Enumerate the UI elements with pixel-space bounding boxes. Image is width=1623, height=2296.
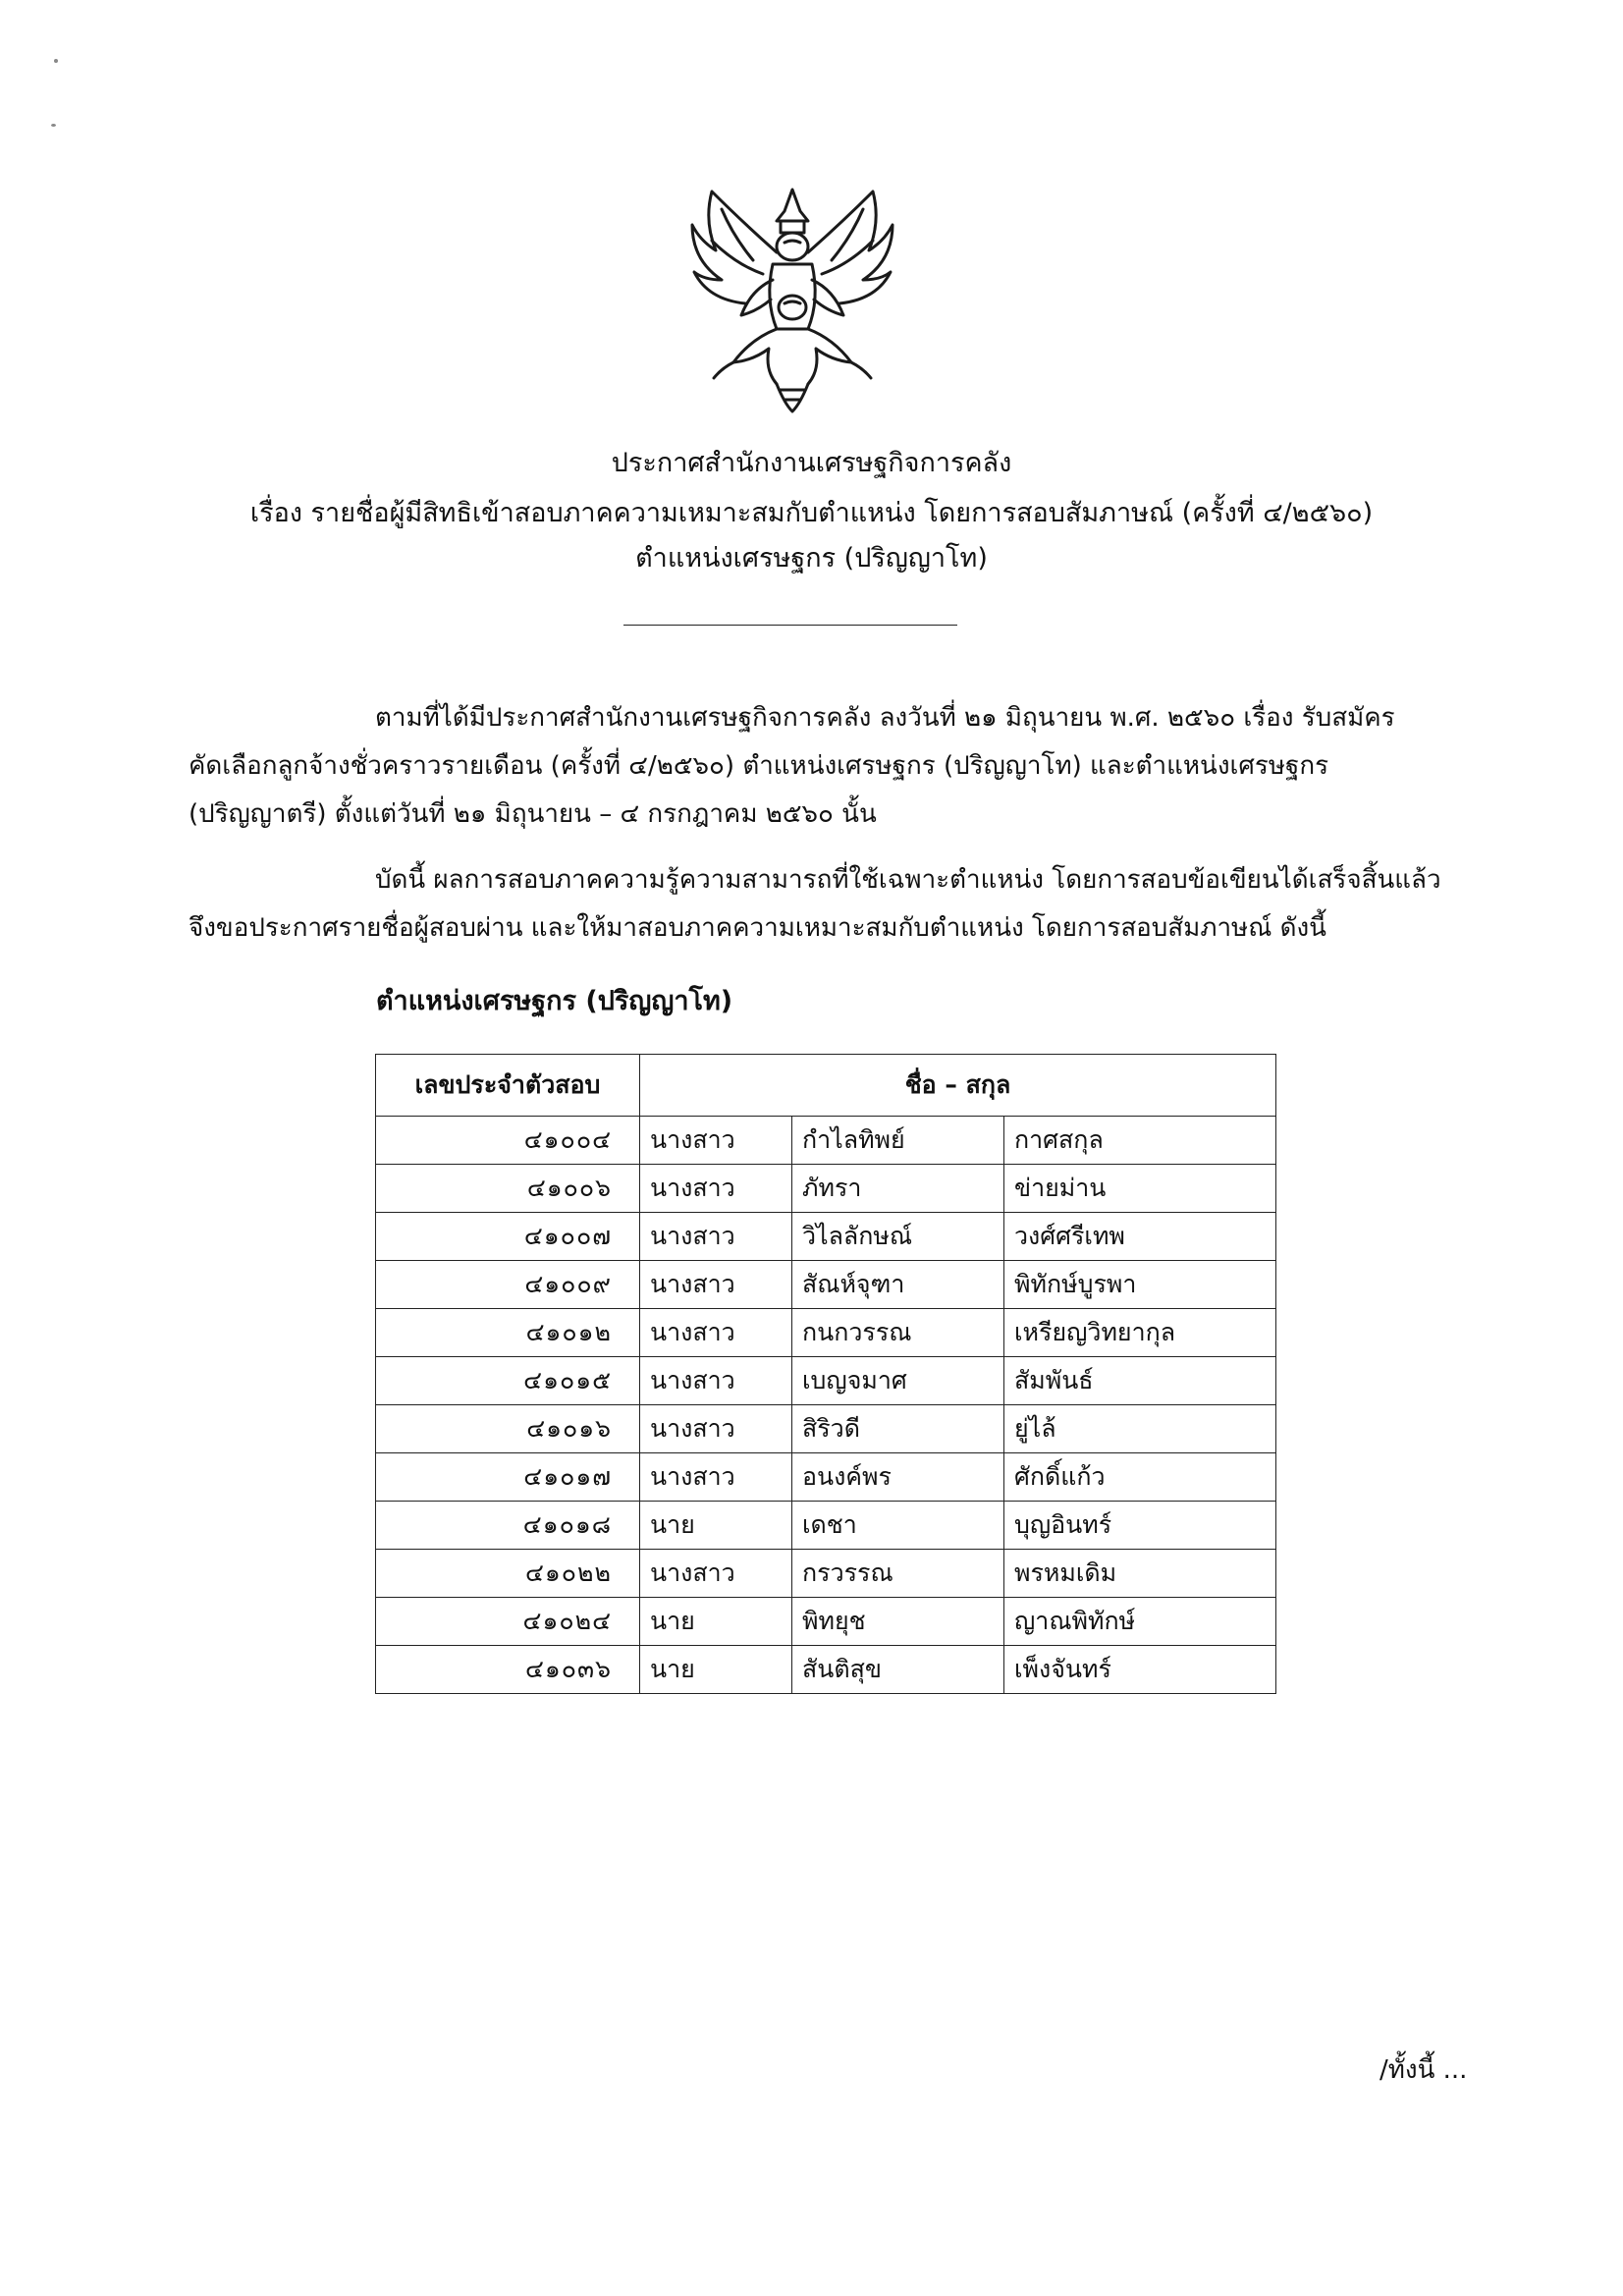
title-cell: นางสาว [640, 1309, 792, 1357]
exam-id-cell: ๔๑๐๒๒ [376, 1550, 640, 1598]
title-cell: นางสาว [640, 1550, 792, 1598]
last-name-cell: ศักดิ์แก้ว [1004, 1453, 1276, 1502]
exam-id-cell: ๔๑๐๑๖ [376, 1405, 640, 1453]
first-name-cell: กำไลทิพย์ [792, 1117, 1004, 1165]
title-cell: นางสาว [640, 1357, 792, 1405]
last-name-cell: เหรียญวิทยากุล [1004, 1309, 1276, 1357]
last-name-cell: พรหมเดิม [1004, 1550, 1276, 1598]
last-name-cell: ข่ายม่าน [1004, 1165, 1276, 1213]
table-row [376, 1165, 1276, 1213]
section-title: ตำแหน่งเศรษฐกร (ปริญญาโท) [376, 986, 733, 1016]
garuda-emblem-icon [682, 182, 903, 417]
announcement-subject: เรื่อง รายชื่อผู้มีสิทธิเข้าสอบภาคความเหมาะสมกับตำแหน่ง โดยการสอบสัมภาษณ์ (ครั้งที่ ๔/๒๕๖๐) [249, 498, 1374, 528]
first-name-cell: กรวรรณ [792, 1550, 1004, 1598]
table-row [376, 1117, 1276, 1165]
continuation-note: /ทั้งนี้ ... [1380, 2055, 1468, 2085]
table-row [376, 1598, 1276, 1646]
title-cell: นาย [640, 1646, 792, 1694]
last-name-cell: พิทักษ์บูรพา [1004, 1261, 1276, 1309]
table-row [376, 1357, 1276, 1405]
paragraph-reference [189, 694, 1435, 839]
first-name-cell: กนกวรรณ [792, 1309, 1004, 1357]
paragraph-line: ตามที่ได้มีประกาศสำนักงานเศรษฐกิจการคลัง ลงวันที่ ๒๑ มิถุนายน พ.ศ. ๒๕๖๐ เรื่อง รับสมัคร [375, 703, 1395, 733]
column-header-id: เลขประจำตัวสอบ [376, 1055, 640, 1117]
title-cell: นางสาว [640, 1405, 792, 1453]
exam-id-cell: ๔๑๐๒๔ [376, 1598, 640, 1646]
table-row [376, 1646, 1276, 1694]
exam-id-cell: ๔๑๐๐๗ [376, 1213, 640, 1261]
exam-id-cell: ๔๑๐๑๕ [376, 1357, 640, 1405]
exam-id-cell: ๔๑๐๐๖ [376, 1165, 640, 1213]
table-row [376, 1502, 1276, 1550]
title-cell: นางสาว [640, 1165, 792, 1213]
paragraph-line: คัดเลือกลูกจ้างชั่วคราวรายเดือน (ครั้งที่ ๔/๒๕๖๐) ตำแหน่งเศรษฐกร (ปริญญาโท) และตำแหน่งเศรษฐกร [189, 751, 1329, 781]
first-name-cell: สิริวดี [792, 1405, 1004, 1453]
last-name-cell: ยู่ไล้ [1004, 1405, 1276, 1453]
paragraph-line: จึงขอประกาศรายชื่อผู้สอบผ่าน และให้มาสอบภาคความเหมาะสมกับตำแหน่ง โดยการสอบสัมภาษณ์ ดังนี้ [189, 913, 1326, 943]
table-row [376, 1309, 1276, 1357]
last-name-cell: สัมพันธ์ [1004, 1357, 1276, 1405]
title-cell: นางสาว [640, 1261, 792, 1309]
last-name-cell: บุญอินทร์ [1004, 1502, 1276, 1550]
first-name-cell: สันติสุข [792, 1646, 1004, 1694]
column-header-name: ชื่อ – สกุล [640, 1055, 1276, 1117]
announcement-position: ตำแหน่งเศรษฐกร (ปริญญาโท) [635, 543, 988, 574]
exam-id-cell: ๔๑๐๓๖ [376, 1646, 640, 1694]
table-header-row [376, 1055, 1276, 1117]
exam-id-cell: ๔๑๐๐๔ [376, 1117, 640, 1165]
first-name-cell: เดชา [792, 1502, 1004, 1550]
table-row [376, 1405, 1276, 1453]
last-name-cell: เพ็งจันทร์ [1004, 1646, 1276, 1694]
title-cell: นางสาว [640, 1213, 792, 1261]
first-name-cell: พิทยุช [792, 1598, 1004, 1646]
divider-line [623, 625, 957, 626]
announcement-title: ประกาศสำนักงานเศรษฐกิจการคลัง [611, 448, 1012, 478]
last-name-cell: วงศ์ศรีเทพ [1004, 1213, 1276, 1261]
first-name-cell: เบญจมาศ [792, 1357, 1004, 1405]
table-row [376, 1453, 1276, 1502]
exam-id-cell: ๔๑๐๐๙ [376, 1261, 640, 1309]
paragraph-result [189, 856, 1441, 953]
first-name-cell: สัณห์จุฑา [792, 1261, 1004, 1309]
paragraph-line: (ปริญญาตรี) ตั้งแต่วันที่ ๒๑ มิถุนายน – ๔ กรกฎาคม ๒๕๖๐ นั้น [189, 799, 877, 829]
exam-id-cell: ๔๑๐๑๒ [376, 1309, 640, 1357]
table-row [376, 1550, 1276, 1598]
first-name-cell: วิไลลักษณ์ [792, 1213, 1004, 1261]
paragraph-line: บัดนี้ ผลการสอบภาคความรู้ความสามารถที่ใช้เฉพาะตำแหน่ง โดยการสอบข้อเขียนได้เสร็จสิ้นแล้ว [375, 865, 1441, 895]
first-name-cell: อนงค์พร [792, 1453, 1004, 1502]
scan-speck [51, 124, 56, 127]
table-row [376, 1213, 1276, 1261]
candidate-table [375, 1054, 1276, 1694]
title-cell: นาย [640, 1598, 792, 1646]
exam-id-cell: ๔๑๐๑๗ [376, 1453, 640, 1502]
title-cell: นางสาว [640, 1453, 792, 1502]
last-name-cell: กาศสกุล [1004, 1117, 1276, 1165]
last-name-cell: ญาณพิทักษ์ [1004, 1598, 1276, 1646]
table-row [376, 1261, 1276, 1309]
first-name-cell: ภัทรา [792, 1165, 1004, 1213]
title-cell: นาย [640, 1502, 792, 1550]
title-cell: นางสาว [640, 1117, 792, 1165]
exam-id-cell: ๔๑๐๑๘ [376, 1502, 640, 1550]
scan-speck [54, 59, 58, 63]
